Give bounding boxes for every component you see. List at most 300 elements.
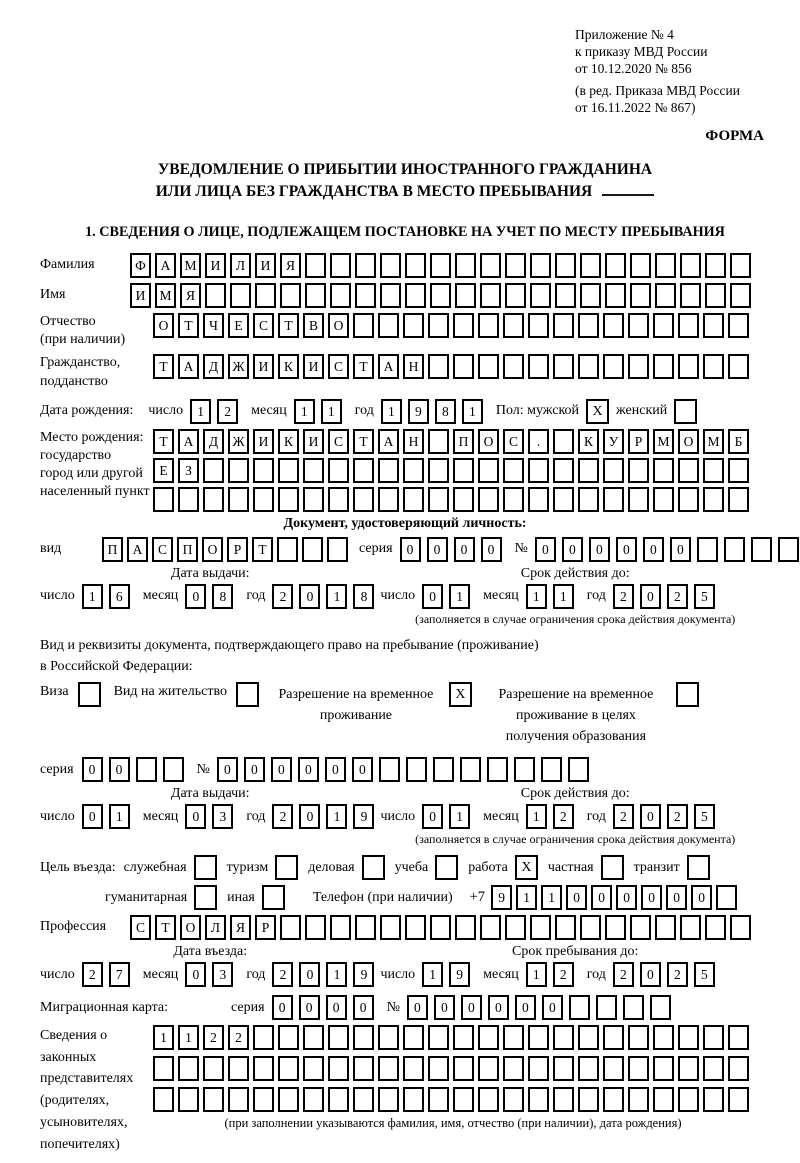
form-cell[interactable] [453,1056,474,1081]
form-cell[interactable]: 1 [326,962,347,987]
form-cell[interactable]: П [177,537,198,562]
form-cell[interactable] [203,1087,224,1112]
form-cell[interactable] [603,354,624,379]
form-cell[interactable]: 1 [326,804,347,829]
form-cell[interactable]: Ж [228,354,249,379]
form-cell[interactable] [428,458,449,483]
form-cell[interactable] [724,537,745,562]
form-cell[interactable]: О [202,537,223,562]
form-cell[interactable] [553,1056,574,1081]
form-cell[interactable]: 0 [185,962,206,987]
form-cell[interactable]: 2 [272,962,293,987]
form-cell[interactable]: О [328,313,349,338]
form-cell[interactable] [628,313,649,338]
form-cell[interactable] [705,915,726,940]
form-cell[interactable] [278,487,299,512]
form-cell[interactable]: Б [728,429,749,454]
form-cell[interactable] [555,253,576,278]
form-cell[interactable] [730,915,751,940]
form-cell[interactable] [528,1087,549,1112]
form-cell[interactable]: 2 [613,584,634,609]
form-cell[interactable]: 0 [325,757,346,782]
form-cell[interactable]: Д [203,429,224,454]
form-cell[interactable]: 1 [526,804,547,829]
form-cell[interactable] [503,313,524,338]
form-cell[interactable]: 0 [643,537,664,562]
form-cell[interactable] [403,487,424,512]
form-cell[interactable] [578,458,599,483]
form-cell[interactable] [628,1087,649,1112]
form-cell[interactable]: 0 [591,885,612,910]
form-cell[interactable] [680,253,701,278]
form-cell[interactable] [541,757,562,782]
form-cell[interactable] [578,1025,599,1050]
form-cell[interactable] [553,458,574,483]
form-cell[interactable]: 2 [667,962,688,987]
form-cell[interactable]: Д [203,354,224,379]
form-cell[interactable]: О [678,429,699,454]
visa-checkbox[interactable] [78,682,101,707]
form-cell[interactable] [378,458,399,483]
form-cell[interactable]: 0 [326,995,347,1020]
form-cell[interactable] [403,1087,424,1112]
form-cell[interactable] [569,995,590,1020]
form-cell[interactable] [528,487,549,512]
form-cell[interactable] [478,313,499,338]
form-cell[interactable] [305,915,326,940]
purpose-private-checkbox[interactable] [601,855,624,880]
form-cell[interactable] [653,458,674,483]
form-cell[interactable] [605,253,626,278]
form-cell[interactable]: 9 [491,885,512,910]
form-cell[interactable] [253,458,274,483]
form-cell[interactable] [330,283,351,308]
form-cell[interactable] [380,915,401,940]
form-cell[interactable] [653,1056,674,1081]
form-cell[interactable] [628,458,649,483]
form-cell[interactable] [580,253,601,278]
form-cell[interactable]: И [253,354,274,379]
form-cell[interactable] [553,1025,574,1050]
form-cell[interactable]: 2 [272,804,293,829]
form-cell[interactable] [455,253,476,278]
form-cell[interactable]: 1 [82,584,103,609]
form-cell[interactable]: Т [252,537,273,562]
form-cell[interactable] [730,253,751,278]
form-cell[interactable]: Т [353,429,374,454]
form-cell[interactable] [428,354,449,379]
residence-permit-checkbox[interactable] [236,682,259,707]
form-cell[interactable] [580,915,601,940]
form-cell[interactable] [478,1025,499,1050]
form-cell[interactable] [703,354,724,379]
purpose-study-checkbox[interactable] [435,855,458,880]
form-cell[interactable] [478,1087,499,1112]
form-cell[interactable] [705,253,726,278]
form-cell[interactable] [678,1087,699,1112]
form-cell[interactable] [728,1056,749,1081]
form-cell[interactable] [678,1056,699,1081]
form-cell[interactable] [528,313,549,338]
form-cell[interactable] [380,253,401,278]
form-cell[interactable] [303,1087,324,1112]
form-cell[interactable] [136,757,157,782]
form-cell[interactable]: 2 [613,962,634,987]
form-cell[interactable]: . [528,429,549,454]
form-cell[interactable] [568,757,589,782]
form-cell[interactable] [378,1056,399,1081]
form-cell[interactable] [428,1087,449,1112]
form-cell[interactable] [655,283,676,308]
form-cell[interactable]: 5 [694,962,715,987]
form-cell[interactable] [653,354,674,379]
form-cell[interactable] [503,487,524,512]
form-cell[interactable]: 0 [434,995,455,1020]
form-cell[interactable] [330,253,351,278]
form-cell[interactable] [203,1056,224,1081]
form-cell[interactable] [378,487,399,512]
form-cell[interactable] [153,487,174,512]
form-cell[interactable] [505,283,526,308]
form-cell[interactable] [528,1025,549,1050]
form-cell[interactable]: 3 [212,962,233,987]
form-cell[interactable]: 2 [217,399,238,424]
form-cell[interactable]: 0 [666,885,687,910]
form-cell[interactable] [405,915,426,940]
form-cell[interactable] [487,757,508,782]
form-cell[interactable] [528,354,549,379]
form-cell[interactable]: 1 [178,1025,199,1050]
form-cell[interactable]: 2 [553,962,574,987]
form-cell[interactable] [253,1025,274,1050]
form-cell[interactable]: Л [205,915,226,940]
form-cell[interactable]: 8 [212,584,233,609]
form-cell[interactable]: С [328,429,349,454]
form-cell[interactable] [703,1025,724,1050]
form-cell[interactable] [380,283,401,308]
form-cell[interactable] [655,253,676,278]
form-cell[interactable]: 0 [427,537,448,562]
form-cell[interactable] [353,1025,374,1050]
form-cell[interactable] [478,1056,499,1081]
form-cell[interactable]: Р [628,429,649,454]
form-cell[interactable]: 1 [190,399,211,424]
purpose-work-checkbox[interactable]: X [515,855,538,880]
form-cell[interactable]: 0 [422,584,443,609]
form-cell[interactable]: 0 [562,537,583,562]
form-cell[interactable]: 1 [422,962,443,987]
form-cell[interactable] [728,354,749,379]
form-cell[interactable] [378,1087,399,1112]
form-cell[interactable] [716,885,737,910]
form-cell[interactable] [153,1087,174,1112]
form-cell[interactable] [530,283,551,308]
form-cell[interactable] [405,253,426,278]
form-cell[interactable] [455,915,476,940]
form-cell[interactable] [230,283,251,308]
form-cell[interactable] [728,1025,749,1050]
form-cell[interactable] [328,1056,349,1081]
form-cell[interactable]: 0 [515,995,536,1020]
form-cell[interactable] [302,537,323,562]
form-cell[interactable] [278,1087,299,1112]
form-cell[interactable] [514,757,535,782]
form-cell[interactable]: 0 [353,995,374,1020]
form-cell[interactable] [680,915,701,940]
form-cell[interactable] [228,1087,249,1112]
form-cell[interactable]: 1 [381,399,402,424]
form-cell[interactable]: 0 [670,537,691,562]
form-cell[interactable]: 0 [640,804,661,829]
form-cell[interactable] [751,537,772,562]
form-cell[interactable] [680,283,701,308]
form-cell[interactable]: С [253,313,274,338]
form-cell[interactable]: Ч [203,313,224,338]
form-cell[interactable]: Н [403,354,424,379]
form-cell[interactable]: 0 [691,885,712,910]
form-cell[interactable] [327,537,348,562]
form-cell[interactable]: И [253,429,274,454]
form-cell[interactable]: 1 [526,962,547,987]
form-cell[interactable] [603,313,624,338]
form-cell[interactable] [580,283,601,308]
form-cell[interactable] [678,487,699,512]
form-cell[interactable] [453,354,474,379]
form-cell[interactable] [555,915,576,940]
form-cell[interactable] [278,1025,299,1050]
education-permit-checkbox[interactable] [676,682,699,707]
form-cell[interactable] [178,1056,199,1081]
form-cell[interactable] [428,487,449,512]
purpose-tourism-checkbox[interactable] [275,855,298,880]
form-cell[interactable] [228,458,249,483]
form-cell[interactable] [406,757,427,782]
form-cell[interactable] [330,915,351,940]
form-cell[interactable]: С [328,354,349,379]
form-cell[interactable] [478,354,499,379]
purpose-official-checkbox[interactable] [194,855,217,880]
form-cell[interactable]: М [180,253,201,278]
form-cell[interactable]: 0 [407,995,428,1020]
form-cell[interactable] [453,487,474,512]
form-cell[interactable]: 0 [640,584,661,609]
form-cell[interactable]: 1 [553,584,574,609]
form-cell[interactable]: 9 [408,399,429,424]
form-cell[interactable] [203,487,224,512]
purpose-transit-checkbox[interactable] [687,855,710,880]
form-cell[interactable]: 1 [326,584,347,609]
form-cell[interactable] [453,1087,474,1112]
form-cell[interactable] [480,915,501,940]
form-cell[interactable] [378,1025,399,1050]
form-cell[interactable] [280,915,301,940]
form-cell[interactable]: 0 [109,757,130,782]
form-cell[interactable]: 0 [244,757,265,782]
form-cell[interactable] [578,1056,599,1081]
form-cell[interactable] [255,283,276,308]
form-cell[interactable]: Я [230,915,251,940]
form-cell[interactable] [553,313,574,338]
form-cell[interactable]: И [205,253,226,278]
form-cell[interactable]: Н [403,429,424,454]
form-cell[interactable]: К [278,354,299,379]
form-cell[interactable]: 0 [299,962,320,987]
form-cell[interactable] [596,995,617,1020]
form-cell[interactable] [280,283,301,308]
form-cell[interactable]: С [152,537,173,562]
purpose-business-checkbox[interactable] [362,855,385,880]
form-cell[interactable]: 0 [185,804,206,829]
form-cell[interactable]: 7 [109,962,130,987]
form-cell[interactable] [328,487,349,512]
form-cell[interactable] [305,253,326,278]
form-cell[interactable] [555,283,576,308]
form-cell[interactable]: 1 [449,584,470,609]
form-cell[interactable] [453,1025,474,1050]
form-cell[interactable] [228,1056,249,1081]
form-cell[interactable]: 0 [352,757,373,782]
form-cell[interactable]: Л [230,253,251,278]
form-cell[interactable]: Т [153,429,174,454]
form-cell[interactable]: К [278,429,299,454]
form-cell[interactable]: 0 [641,885,662,910]
form-cell[interactable] [678,1025,699,1050]
form-cell[interactable] [703,1056,724,1081]
form-cell[interactable] [277,537,298,562]
form-cell[interactable] [705,283,726,308]
form-cell[interactable] [503,458,524,483]
form-cell[interactable] [578,313,599,338]
form-cell[interactable]: О [478,429,499,454]
form-cell[interactable] [728,487,749,512]
form-cell[interactable]: Т [353,354,374,379]
form-cell[interactable] [480,283,501,308]
form-cell[interactable]: 8 [435,399,456,424]
form-cell[interactable]: 1 [153,1025,174,1050]
form-cell[interactable] [305,283,326,308]
form-cell[interactable] [505,915,526,940]
form-cell[interactable] [433,757,454,782]
form-cell[interactable] [178,1087,199,1112]
form-cell[interactable]: А [378,354,399,379]
form-cell[interactable] [355,283,376,308]
form-cell[interactable] [278,458,299,483]
form-cell[interactable] [603,1087,624,1112]
form-cell[interactable] [603,487,624,512]
form-cell[interactable] [728,1087,749,1112]
form-cell[interactable] [528,458,549,483]
form-cell[interactable]: Т [155,915,176,940]
form-cell[interactable] [430,253,451,278]
form-cell[interactable] [728,313,749,338]
form-cell[interactable] [530,915,551,940]
form-cell[interactable] [653,313,674,338]
form-cell[interactable] [653,1025,674,1050]
form-cell[interactable] [703,1087,724,1112]
form-cell[interactable] [328,1087,349,1112]
form-cell[interactable] [578,354,599,379]
form-cell[interactable]: 0 [481,537,502,562]
form-cell[interactable] [378,313,399,338]
form-cell[interactable] [503,354,524,379]
form-cell[interactable]: С [503,429,524,454]
form-cell[interactable] [203,458,224,483]
form-cell[interactable]: И [303,354,324,379]
form-cell[interactable]: А [378,429,399,454]
form-cell[interactable]: 0 [589,537,610,562]
form-cell[interactable]: 0 [488,995,509,1020]
form-cell[interactable] [503,1056,524,1081]
form-cell[interactable]: А [155,253,176,278]
form-cell[interactable] [403,1025,424,1050]
form-cell[interactable]: А [178,354,199,379]
form-cell[interactable] [553,429,574,454]
form-cell[interactable] [628,1056,649,1081]
form-cell[interactable] [623,995,644,1020]
form-cell[interactable]: 0 [566,885,587,910]
form-cell[interactable] [178,487,199,512]
form-cell[interactable] [503,1025,524,1050]
form-cell[interactable] [428,429,449,454]
form-cell[interactable] [353,1056,374,1081]
form-cell[interactable] [478,487,499,512]
form-cell[interactable]: А [178,429,199,454]
form-cell[interactable] [603,458,624,483]
form-cell[interactable] [728,458,749,483]
form-cell[interactable] [603,1056,624,1081]
form-cell[interactable]: Ф [130,253,151,278]
form-cell[interactable] [353,487,374,512]
form-cell[interactable]: 1 [526,584,547,609]
gender-male-checkbox[interactable]: X [586,399,609,424]
form-cell[interactable]: 5 [694,584,715,609]
form-cell[interactable]: 9 [353,804,374,829]
form-cell[interactable] [628,487,649,512]
form-cell[interactable]: 1 [541,885,562,910]
form-cell[interactable]: 0 [82,757,103,782]
form-cell[interactable]: 0 [272,995,293,1020]
form-cell[interactable] [403,458,424,483]
form-cell[interactable]: 9 [449,962,470,987]
form-cell[interactable]: 1 [109,804,130,829]
form-cell[interactable]: 0 [185,584,206,609]
form-cell[interactable] [603,1025,624,1050]
form-cell[interactable] [328,458,349,483]
form-cell[interactable]: И [130,283,151,308]
form-cell[interactable] [653,1087,674,1112]
form-cell[interactable] [605,915,626,940]
form-cell[interactable]: 2 [667,804,688,829]
form-cell[interactable]: 2 [553,804,574,829]
form-cell[interactable] [153,1056,174,1081]
form-cell[interactable]: 2 [82,962,103,987]
form-cell[interactable] [778,537,799,562]
form-cell[interactable] [303,1056,324,1081]
form-cell[interactable] [530,253,551,278]
form-cell[interactable]: 1 [294,399,315,424]
form-cell[interactable] [628,1025,649,1050]
form-cell[interactable] [253,487,274,512]
form-cell[interactable]: О [153,313,174,338]
form-cell[interactable] [379,757,400,782]
form-cell[interactable]: 0 [299,995,320,1020]
form-cell[interactable] [730,283,751,308]
form-cell[interactable]: 1 [449,804,470,829]
form-cell[interactable]: 9 [353,962,374,987]
form-cell[interactable]: 0 [454,537,475,562]
form-cell[interactable] [553,487,574,512]
form-cell[interactable] [303,487,324,512]
